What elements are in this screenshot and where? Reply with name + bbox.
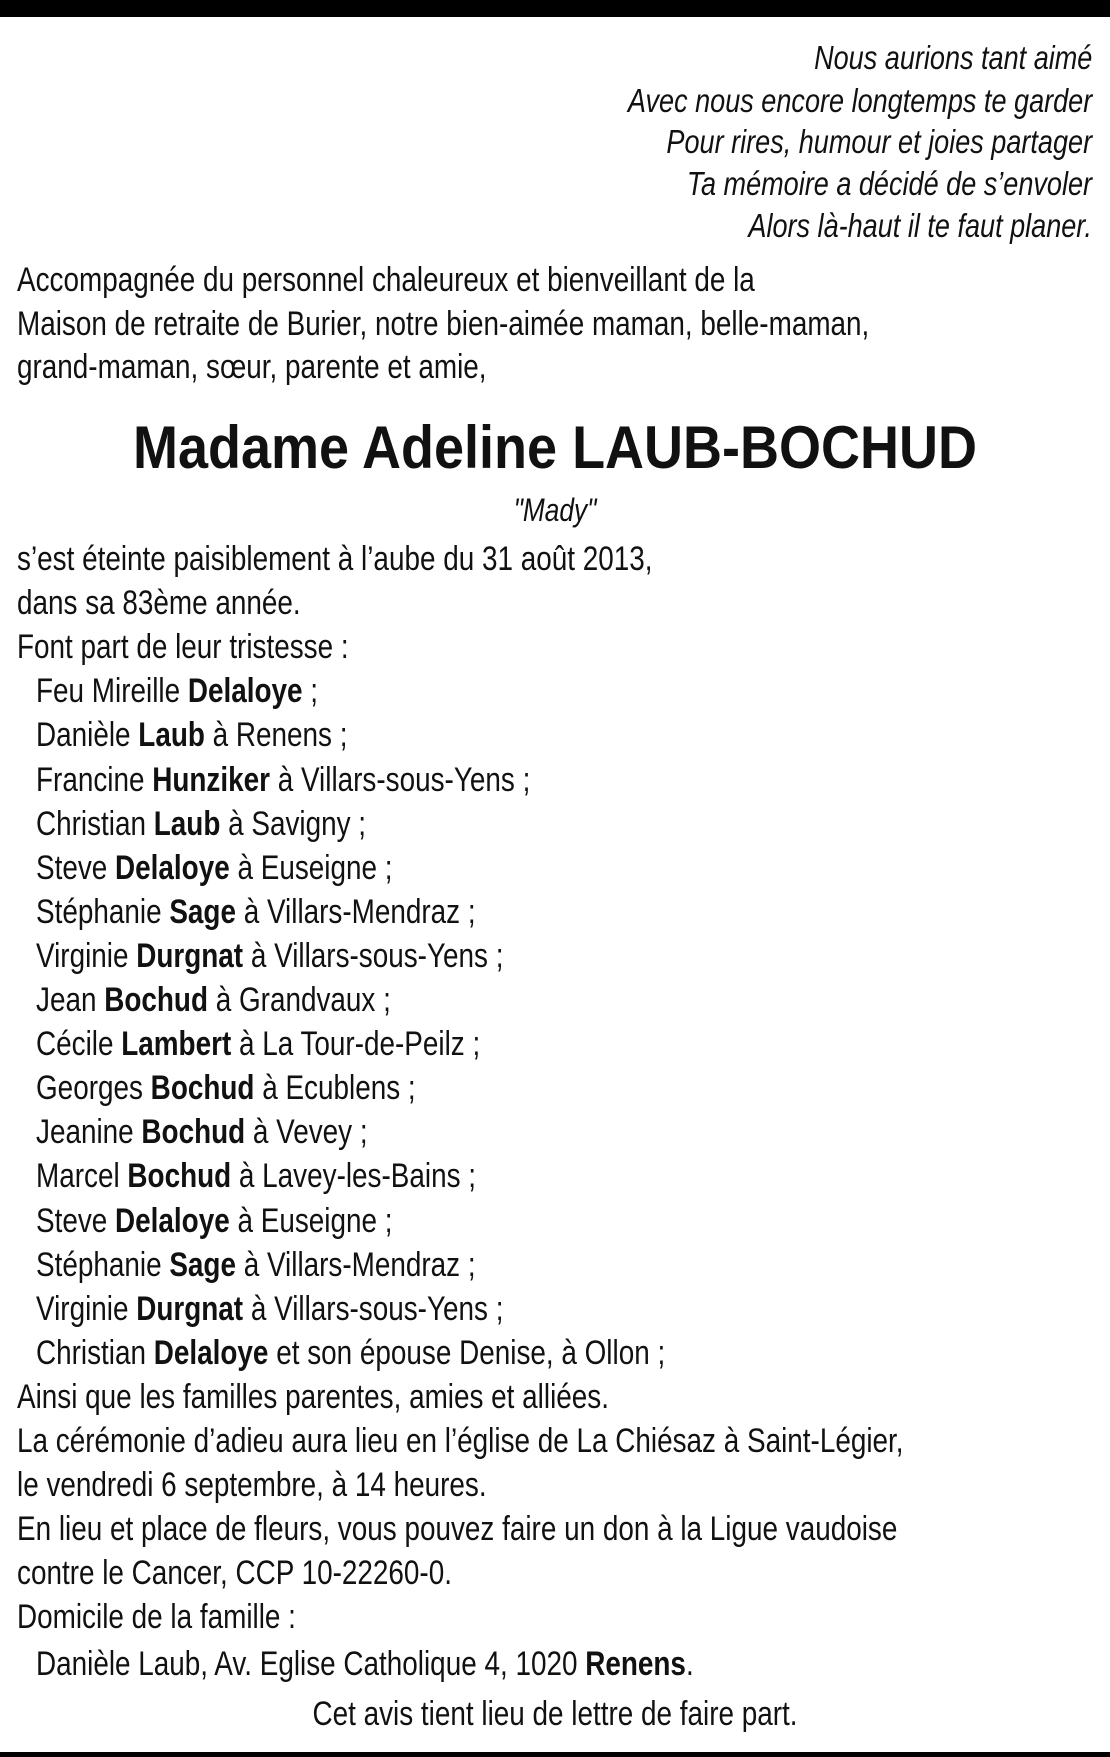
closing-line: Domicile de la famille :: [17, 1598, 296, 1637]
surname: Laub: [153, 804, 221, 843]
mourner-item: [36, 1331, 665, 1375]
mourner-item: [36, 1022, 480, 1066]
text: Jeanine: [36, 1113, 142, 1152]
poem-line: Pour rires, humour et joies partager: [666, 123, 1092, 160]
poem-line: Avec nous encore longtemps te garder: [627, 82, 1092, 119]
intro-line: Accompagnée du personnel chaleureux et bienveillant de la: [17, 261, 755, 299]
text: à Villars-Mendraz ;: [235, 1245, 476, 1284]
surname: Laub: [138, 716, 205, 755]
text: Virginie: [36, 936, 137, 975]
text: Marcel: [36, 1157, 128, 1196]
text: à Villars-sous-Yens ;: [269, 760, 531, 799]
text: Francine: [36, 760, 153, 799]
surname: Bochud: [150, 1069, 255, 1108]
text: à Euseigne ;: [229, 848, 393, 887]
mourner-item: [36, 1243, 476, 1287]
mourner-item: [36, 1066, 416, 1110]
text: Georges: [36, 1069, 151, 1108]
text: Steve: [36, 848, 116, 887]
text: à Euseigne ;: [229, 1201, 393, 1240]
mourner-item: [36, 846, 392, 890]
intro-line: Maison de retraite de Burier, notre bien-aimée maman, belle-maman,: [17, 305, 870, 343]
surname: Sage: [169, 892, 236, 931]
surname: Sage: [169, 1245, 236, 1284]
text: à Ecublens ;: [254, 1069, 416, 1108]
mourner-item: [36, 1199, 392, 1243]
text: Danièle: [36, 716, 139, 755]
text: Christian: [36, 1333, 154, 1372]
text: Feu Mireille: [36, 672, 188, 711]
closing-line: le vendredi 6 septembre, à 14 heures.: [17, 1466, 487, 1505]
text: Steve: [36, 1201, 116, 1240]
top-border: [0, 0, 1110, 17]
bottom-border: [0, 1752, 1110, 1757]
text: Jean: [36, 981, 105, 1019]
surname: Delaloye: [115, 848, 230, 887]
nickname: "Mady": [513, 492, 597, 528]
surname: Bochud: [104, 981, 208, 1019]
mourner-item: [36, 934, 503, 978]
surname: Renens: [585, 1644, 686, 1683]
text: ;: [302, 672, 319, 711]
mourner-item: [36, 758, 530, 802]
text: à Vevey ;: [245, 1113, 368, 1152]
surname: Bochud: [127, 1157, 232, 1196]
family-address: [36, 1642, 694, 1686]
poem-line: Ta mémoire a décidé de s’envoler: [686, 165, 1092, 202]
footer-note: Cet avis tient lieu de lettre de faire part.: [312, 1695, 798, 1733]
surname: Bochud: [141, 1113, 246, 1152]
mourner-item: [36, 890, 476, 934]
poem-line: Nous aurions tant aimé: [813, 39, 1092, 76]
text: Danièle Laub, Av. Eglise Catholique 4, 1020: [36, 1644, 586, 1683]
poem-line: Alors là-haut il te faut planer.: [748, 207, 1092, 244]
text: à Lavey-les-Bains ;: [231, 1157, 477, 1196]
deceased-name: Madame Adeline LAUB-BOCHUD: [132, 414, 978, 481]
text: Stéphanie: [36, 1245, 170, 1284]
closing-line: En lieu et place de fleurs, vous pouvez faire un don à la Ligue vaudoise: [17, 1510, 898, 1549]
announcement-line: s’est éteinte paisiblement à l’aube du 31 août 2013,: [17, 540, 653, 578]
text: à Savigny ;: [220, 804, 367, 843]
mourner-item: [36, 1287, 503, 1331]
text: à La Tour-de-Peilz ;: [231, 1025, 481, 1064]
mourner-item: [36, 1154, 476, 1198]
closing-line: contre le Cancer, CCP 10-22260-0.: [17, 1554, 452, 1593]
text: à Villars-sous-Yens ;: [243, 936, 504, 975]
surname: Hunziker: [152, 760, 270, 799]
text: Stéphanie: [36, 892, 170, 931]
surname: Delaloye: [153, 1333, 269, 1372]
text: Virginie: [36, 1289, 137, 1328]
announcement-line: dans sa 83ème année.: [17, 584, 301, 623]
text: et son épouse Denise, à Ollon ;: [268, 1333, 666, 1372]
closing-line: La cérémonie d’adieu aura lieu en l’église de La Chiésaz à Saint-Légier,: [17, 1422, 904, 1460]
text: à Villars-sous-Yens ;: [243, 1289, 504, 1328]
text: Christian: [36, 804, 154, 843]
closing-line: Ainsi que les familles parentes, amies et alliées.: [17, 1377, 609, 1416]
announcement-line: Font part de leur tristesse :: [17, 628, 349, 667]
surname: Lambert: [121, 1025, 232, 1064]
text: à Villars-Mendraz ;: [235, 892, 476, 931]
surname: Durgnat: [136, 1289, 244, 1328]
text: Cécile: [36, 1025, 122, 1064]
intro-line: grand-maman, sœur, parente et amie,: [17, 348, 487, 386]
surname: Durgnat: [136, 936, 244, 975]
text: à Grandvaux ;: [207, 981, 391, 1019]
text: .: [685, 1644, 694, 1683]
mourner-item: [36, 669, 318, 713]
mourner-item: [36, 713, 347, 757]
text: à Renens ;: [204, 716, 348, 755]
mourner-item: [36, 978, 391, 1022]
mourner-item: [36, 802, 366, 846]
surname: Delaloye: [115, 1201, 230, 1240]
mourner-item: [36, 1110, 368, 1154]
surname: Delaloye: [187, 672, 303, 711]
